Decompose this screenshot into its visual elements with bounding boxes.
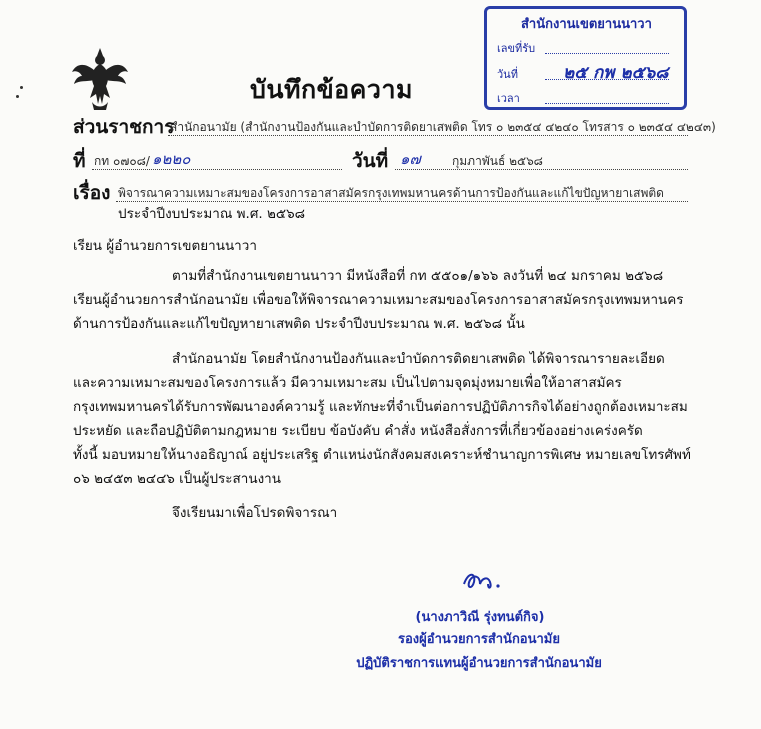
receipt-stamp: [484, 6, 687, 110]
ref-dotline: [92, 168, 342, 170]
agency-dotline: [168, 134, 688, 136]
signer-name: (นางภาวิณี รุ่งทนต์กิจ): [415, 610, 545, 625]
stamp-date-label: วันที่: [497, 68, 518, 81]
ref-label: ที่: [73, 150, 86, 172]
para2-line-3: กรุงเทพมหานครได้รับการพัฒนาองค์ความรู้ และทักษะที่จำเป็นต่อการปฏิบัติภารกิจได้อย่างถูกต้องเหมาะสม: [73, 399, 688, 415]
agency-value: สำนักอนามัย (สำนักงานป้องกันและบำบัดการติดยาเสพติด โทร ๐ ๒๓๕๔ ๔๒๔๐ โทรสาร ๐ ๒๓๕๔ ๔๒๔๓): [170, 120, 716, 134]
subject-line-1: พิจารณาความเหมาะสมของโครงการอาสาสมัครกรุงเทพมหานครด้านการป้องกันและแก้ไขปัญหายาเสพติด: [118, 186, 664, 200]
closing-line: จึงเรียนมาเพื่อโปรดพิจารณา: [172, 505, 338, 521]
subject-dotline: [116, 200, 688, 202]
subject-line-2: ประจำปีงบประมาณ พ.ศ. ๒๕๖๘: [118, 206, 306, 222]
stamp-receipt-line: [545, 53, 669, 54]
para2-line-6: ๐๖ ๒๔๕๓ ๒๔๔๖ เป็นผู้ประสานงาน: [73, 471, 281, 487]
para2-line-5: ทั้งนี้ มอบหมายให้นางอธิญาณ์ อยู่ประเสริฐ ตำแหน่งนักสังคมสงเคราะห์ชำนาญการพิเศษ หมายเลขโทรศัพท์: [73, 447, 691, 463]
ref-value: กท ๐๗๐๘/: [94, 154, 150, 168]
para2-line-2: และความเหมาะสมของโครงการแล้ว มีความเหมาะสม เป็นไปตามจุดมุ่งหมายเพื่อให้อาสาสมัคร: [73, 375, 622, 391]
speck-mark: [16, 95, 19, 98]
stamp-receipt-label: เลขที่รับ: [497, 42, 536, 55]
stamp-date-line: [545, 79, 669, 80]
signer-title-1: รองผู้อำนวยการสำนักอนามัย: [398, 632, 560, 647]
date-day-handwritten: ๑๗: [400, 150, 421, 168]
para1-line-3: ด้านการป้องกันและแก้ไขปัญหายาเสพติด ประจำปีงบประมาณ พ.ศ. ๒๕๖๘ นั้น: [73, 316, 525, 332]
stamp-time-label: เวลา: [497, 92, 520, 105]
garuda-emblem-icon: [70, 46, 130, 112]
salutation: เรียน ผู้อำนวยการเขตยานนาวา: [73, 238, 257, 254]
memo-title: บันทึกข้อความ: [250, 75, 413, 104]
date-dotline: [395, 168, 688, 170]
para1-line-1: ตามที่สำนักงานเขตยานนาวา มีหนังสือที่ กท ๕๕๐๑/๑๖๖ ลงวันที่ ๒๔ มกราคม ๒๕๖๘: [172, 268, 664, 284]
subject-label: เรื่อง: [73, 182, 111, 204]
date-label: วันที่: [352, 150, 389, 172]
agency-label: ส่วนราชการ: [73, 116, 175, 138]
stamp-time-line: [545, 103, 669, 104]
stamp-office: สำนักงานเขตยานนาวา: [521, 17, 652, 32]
stamp-date-value: ๒๕ กพ ๒๕๖๘: [563, 63, 669, 83]
date-month-year: กุมภาพันธ์ ๒๕๖๘: [452, 154, 543, 168]
speck-mark: [20, 86, 23, 89]
para2-line-4: ประหยัด และถือปฏิบัติตามกฎหมาย ระเบียบ ข้อบังคับ คำสั่ง หนังสือสั่งการที่เกี่ยวข้องอย่างเคร่งครัด: [73, 423, 643, 439]
para1-line-2: เรียนผู้อำนวยการสำนักอนามัย เพื่อขอให้พิจารณาความเหมาะสมของโครงการอาสาสมัครกรุงเทพมหานคร: [73, 292, 684, 308]
handwritten-signature: [458, 566, 508, 596]
signer-title-2: ปฏิบัติราชการแทนผู้อำนวยการสำนักอนามัย: [356, 656, 602, 671]
ref-handwritten-number: ๑๒๒๐: [152, 150, 191, 168]
para2-line-1: สำนักอนามัย โดยสำนักงานป้องกันและบำบัดการติดยาเสพติด ได้พิจารณารายละเอียด: [172, 351, 665, 367]
